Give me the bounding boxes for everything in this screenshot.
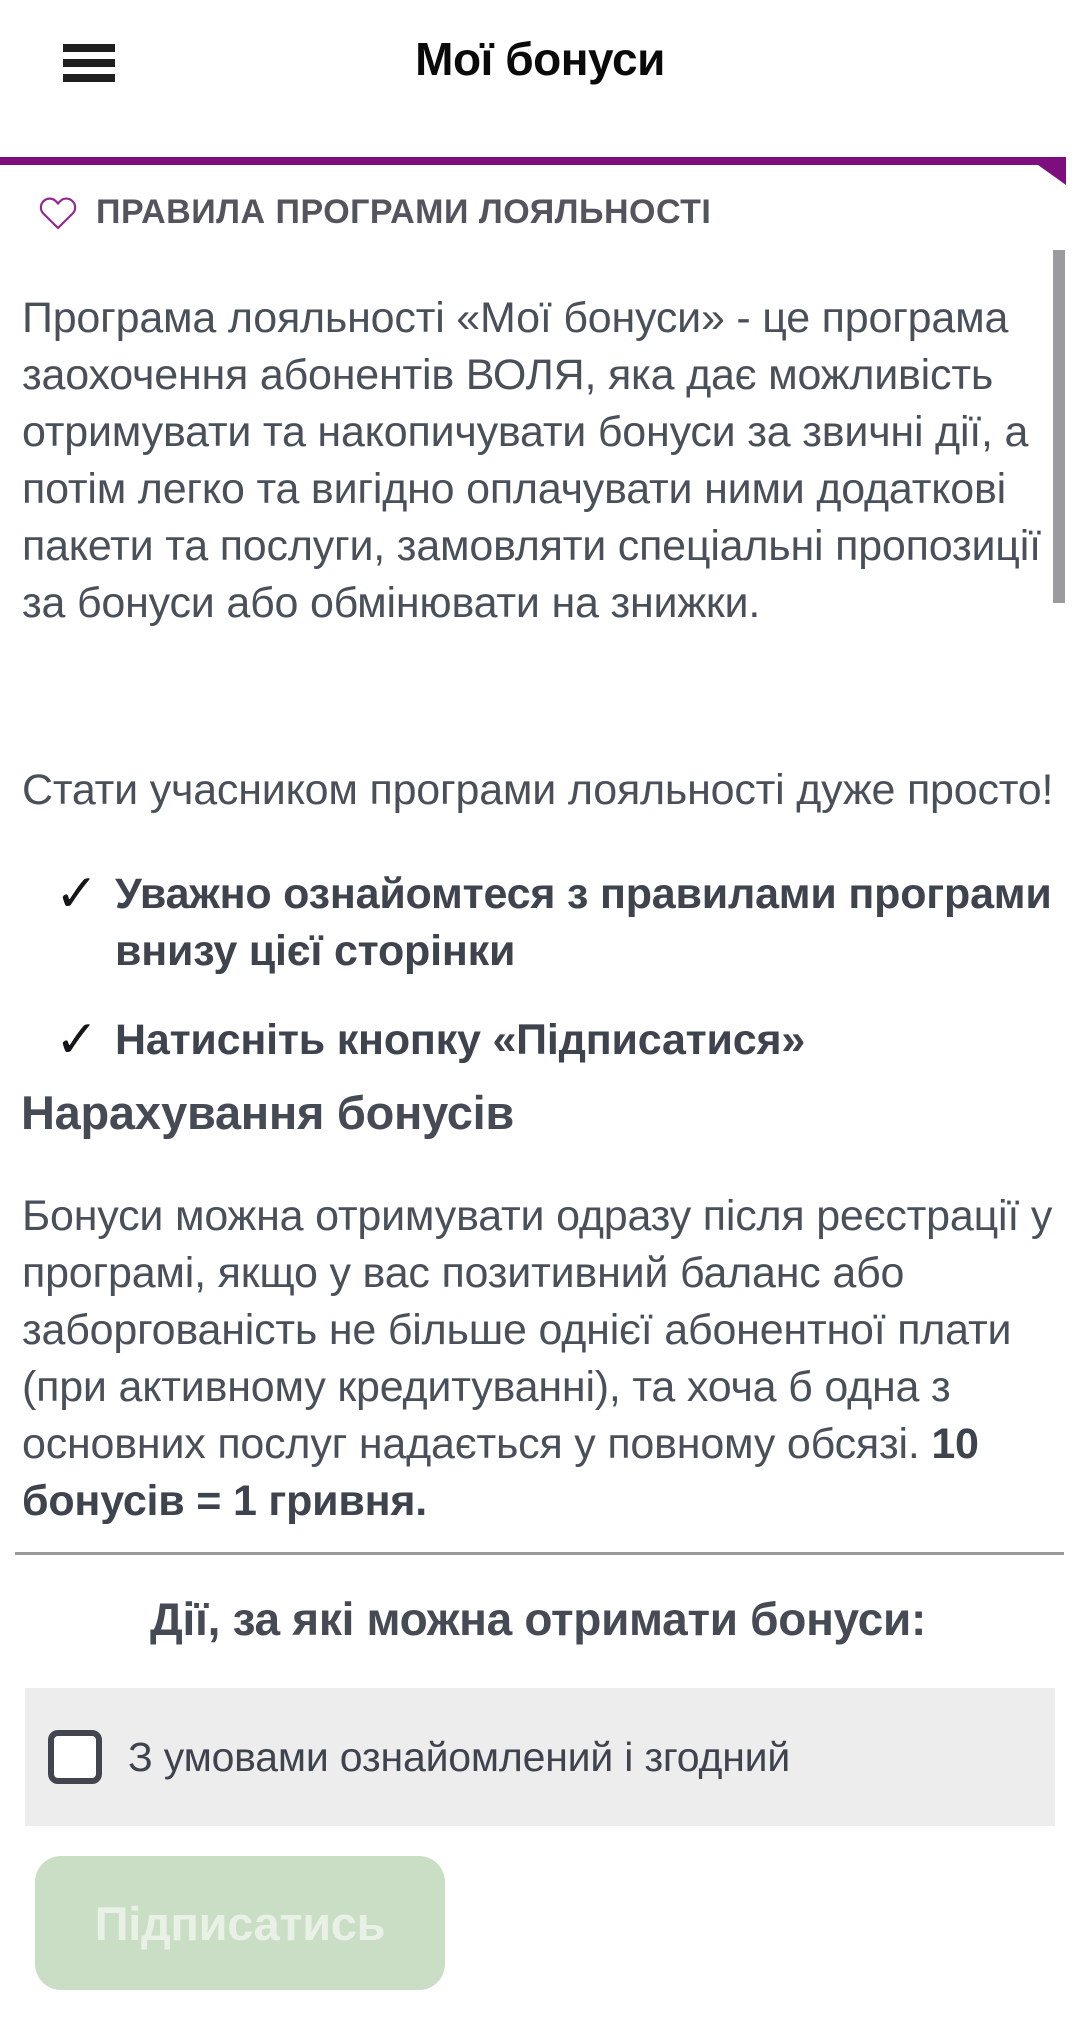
accrual-paragraph bbox=[22, 1188, 1054, 1530]
actions-heading: Дії, за які можна отримати бонуси: bbox=[150, 1593, 926, 1645]
scrollbar-thumb[interactable] bbox=[1053, 250, 1065, 603]
rules-section-title: ПРАВИЛА ПРОГРАМИ ЛОЯЛЬНОСТІ bbox=[96, 192, 712, 231]
consent-box bbox=[25, 1688, 1055, 1826]
consent-checkbox[interactable] bbox=[48, 1730, 102, 1784]
section-divider bbox=[15, 1552, 1064, 1555]
accrual-text: Бонуси можна отримувати одразу після реєстрації у програмі, якщо у вас позитивний баланс або заборгованість не більше однієї абонентної плати (при активному кредитуванні), та хоча б одна з основних послуг надається у повному обсязі. bbox=[22, 1192, 1053, 1468]
subscribe-button[interactable]: Підписатись bbox=[35, 1856, 445, 1990]
app-bar bbox=[0, 0, 1080, 120]
step-text: Натисніть кнопку «Підписатися» bbox=[115, 1016, 806, 1064]
accrual-bold-text: 10 бонусів = 1 гривня. bbox=[22, 1420, 979, 1525]
page-title: Мої бонуси bbox=[415, 33, 665, 85]
checkmark-icon: ✓ bbox=[55, 1010, 99, 1070]
rules-section-header bbox=[38, 192, 711, 232]
join-intro-paragraph: Стати учасником програми лояльності дуже просто! bbox=[22, 766, 1054, 814]
accrual-heading: Нарахування бонусів bbox=[21, 1086, 514, 1139]
heart-icon bbox=[38, 192, 78, 232]
checkmark-icon: ✓ bbox=[55, 864, 99, 924]
content-top-border-corner bbox=[1038, 165, 1066, 185]
step-item bbox=[55, 1012, 1054, 1069]
consent-label: З умовами ознайомлений і згодний bbox=[128, 1733, 791, 1780]
step-item bbox=[55, 866, 1054, 980]
content-top-border bbox=[0, 157, 1066, 165]
program-description-paragraph: Програма лояльності «Мої бонуси» - це програма заохочення абонентів ВОЛЯ, яка дає можливість отримувати та накопичувати бонуси за звичні дії, а потім легко та вигідно оплачувати ними додаткові пакети та послуги, замовляти спеціальні пропозиції за бонуси або обмінювати на знижки. bbox=[22, 294, 1041, 627]
step-text: Уважно ознайомтеся з правилами програми внизу цієї сторінки bbox=[115, 870, 1052, 975]
